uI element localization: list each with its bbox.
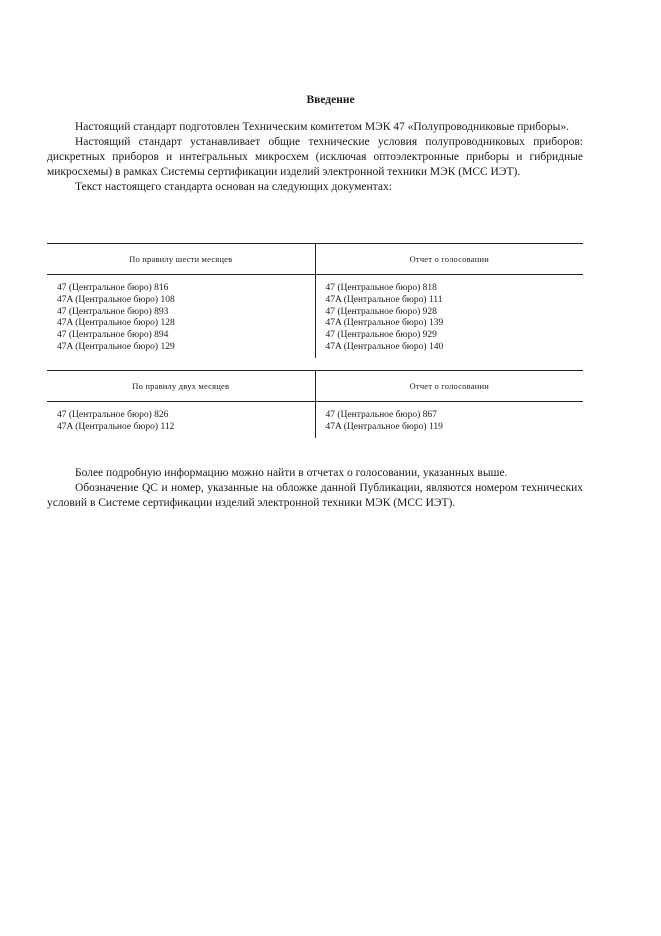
table-header: [47, 370, 583, 402]
header-voting-report: Отчет о голосовании: [409, 254, 489, 264]
table-cell: 47A (Центральное бюро) 111: [325, 294, 443, 305]
table-cell: 47 (Центральное бюро) 928: [325, 306, 437, 317]
table-cell: 47A (Центральное бюро) 140: [325, 341, 444, 352]
voting-column: [316, 402, 584, 438]
table-cell: 47A (Центральное бюро) 112: [57, 421, 175, 432]
table-cell: 47 (Центральное бюро) 818: [325, 283, 437, 293]
header-rule: По правилу двух месяцев: [47, 371, 316, 401]
outro-paragraph: Более подробную информацию можно найти в отчетах о голосовании, указанных выше.: [75, 467, 508, 479]
page-title: Введение: [306, 94, 355, 106]
voting-column: [316, 275, 584, 358]
table-cell: 47 (Центральное бюро) 826: [57, 410, 169, 420]
rule-column: [47, 275, 316, 358]
table-cell: 47 (Центральное бюро) 929: [325, 330, 437, 341]
table-body: [47, 402, 583, 438]
header-voting-report: Отчет о голосовании: [409, 381, 489, 391]
intro-paragraph: Настоящий стандарт подготовлен Техническим комитетом МЭК 47 «Полупроводниковые приборы».: [75, 121, 569, 133]
intro-paragraph: Текст настоящего стандарта основан на следующих документах:: [75, 181, 392, 193]
rule-column: [47, 402, 316, 438]
documents-table-two-months: [47, 370, 583, 438]
table-cell: 47 (Центральное бюро) 867: [325, 410, 437, 420]
table-cell: 47A (Центральное бюро) 128: [57, 318, 175, 329]
table-cell: 47A (Центральное бюро) 119: [325, 421, 443, 432]
table-cell: 47A (Центральное бюро) 129: [57, 341, 175, 352]
intro-paragraph: Настоящий стандарт устанавливает общие технические условия полупроводниковых приборов: дискретных приборов и интегральных микросхем (исключая оптоэлектронные приборы и гибридные микросхемы) в рамках Системы сертификации изделий электронной техники МЭК (МСС ИЭТ).: [47, 136, 583, 178]
table-header: [47, 243, 583, 275]
table-cell: 47A (Центральное бюро) 139: [325, 318, 444, 329]
table-cell: 47 (Центральное бюро) 893: [57, 306, 169, 317]
outro-paragraph: Обозначение QC и номер, указанные на обложке данной Публикации, являются номером технических условий в Системе сертификации изделий электронной техники МЭК (МСС ИЭТ).: [47, 482, 583, 509]
table-cell: 47 (Центральное бюро) 816: [57, 283, 169, 293]
outro-section: [47, 466, 583, 511]
documents-table-six-months: [47, 243, 583, 358]
table-cell: 47 (Центральное бюро) 894: [57, 330, 169, 341]
intro-section: [47, 120, 583, 195]
table-body: [47, 275, 583, 358]
header-rule: По правилу шести месяцев: [47, 244, 316, 274]
table-cell: 47A (Центральное бюро) 108: [57, 294, 175, 305]
